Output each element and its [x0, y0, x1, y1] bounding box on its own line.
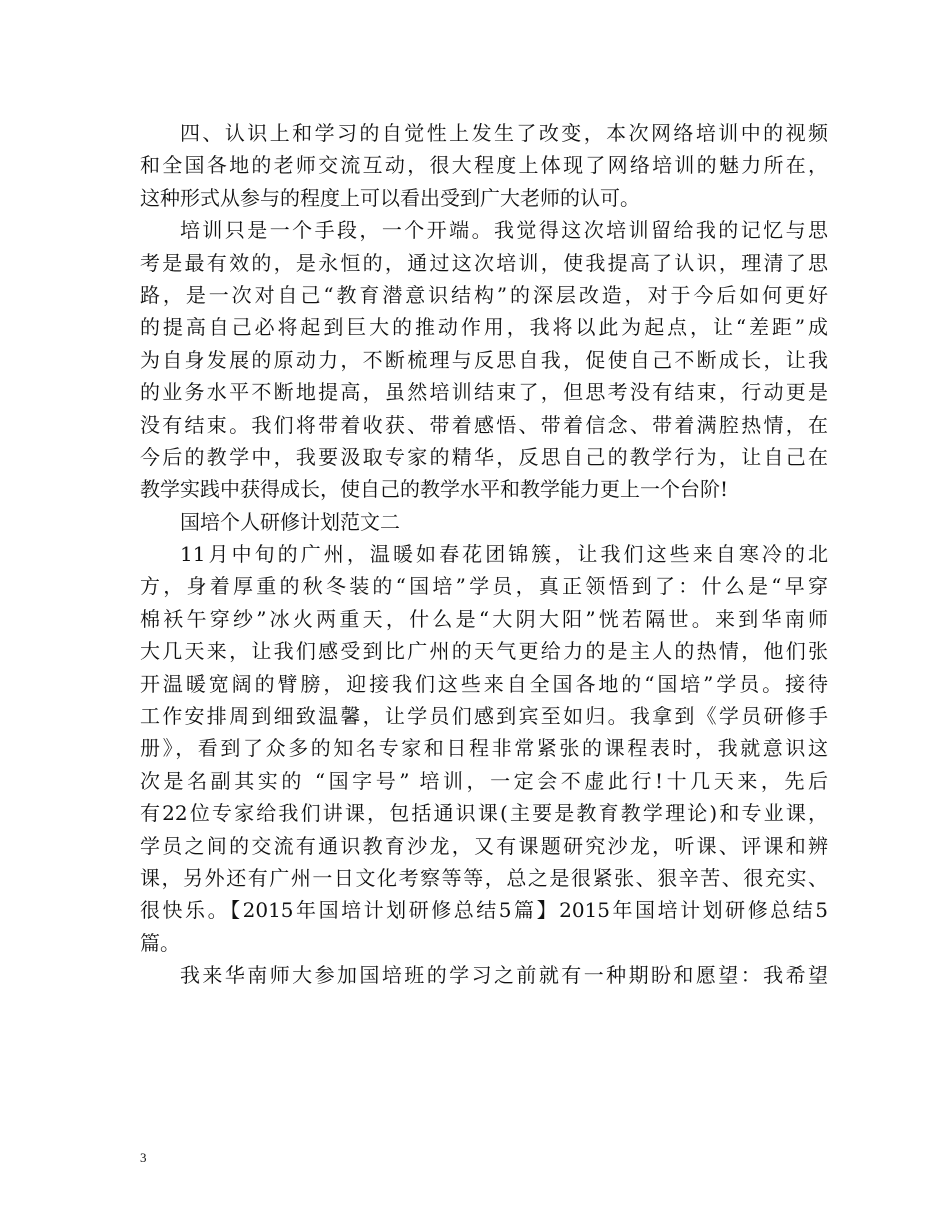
text-line: 考是最有效的，是永恒的，通过这次培训，使我提高了认识，理清了思	[140, 250, 828, 275]
text-line: 为自身发展的原动力，不断梳理与反思自我，促使自己不断成长，让我	[140, 347, 828, 372]
text-line: 的业务水平不断地提高，虽然培训结束了，但思考没有结束，行动更是	[140, 380, 828, 405]
text-line: 教学实践中获得成长，使自己的教学水平和教学能力更上一个台阶!	[140, 477, 729, 502]
text-line: 和全国各地的老师交流互动，很大程度上体现了网络培训的魅力所在，	[140, 153, 828, 178]
text-line: 没有结束。我们将带着收获、带着感悟、带着信念、带着满腔热情，在	[140, 412, 828, 437]
text-line: 方，身着厚重的秋冬装的“国培”学员，真正领悟到了：什么是“早穿	[140, 574, 828, 599]
text-line: 大几天来，让我们感受到比广州的天气更给力的是主人的热情，他们张	[140, 639, 828, 664]
text-line: 我来华南师大参加国培班的学习之前就有一种期盼和愿望：我希望	[180, 963, 828, 988]
text-line: 这种形式从参与的程度上可以看出受到广大老师的认可。	[140, 185, 640, 210]
text-line: 课，另外还有广州一日文化考察等等，总之是很紧张、狠辛苦、很充实、	[140, 865, 828, 890]
text-line: 开温暖宽阔的臂膀，迎接我们这些来自全国各地的“国培”学员。接待	[140, 671, 828, 696]
text-line: 棉袄午穿纱”冰火两重天，什么是“大阴大阳”恍若隔世。来到华南师	[140, 606, 828, 631]
text-line: 工作安排周到细致温馨，让学员们感到宾至如归。我拿到《学员研修手	[140, 704, 828, 729]
text-line: 学员之间的交流有通识教育沙龙，又有课题研究沙龙，听课、评课和辨	[140, 833, 828, 858]
text-line: 今后的教学中，我要汲取专家的精华，反思自己的教学行为，让自己在	[140, 444, 828, 469]
paragraph	[140, 117, 828, 214]
paragraph	[140, 538, 828, 959]
text-line: 有22位专家给我们讲课，包括通识课(主要是教育教学理论)和专业课，	[140, 801, 828, 826]
text-line: 11月中旬的广州，温暖如春花团锦簇，让我们这些来自寒冷的北	[180, 542, 828, 567]
text-line: 国培个人研修计划范文二	[180, 509, 400, 534]
text-line: 很快乐。【2015年国培计划研修总结5篇】2015年国培计划研修总结5	[140, 898, 828, 923]
paragraph	[140, 214, 828, 506]
document-body	[140, 117, 828, 992]
text-line: 四、认识上和学习的自觉性上发生了改变，本次网络培训中的视频	[180, 121, 828, 145]
text-line: 篇。	[140, 930, 180, 955]
text-line: 的提高自己必将起到巨大的推动作用，我将以此为起点，让“差距”成	[140, 315, 828, 340]
text-line: 路，是一次对自己“教育潜意识结构”的深层改造，对于今后如何更好	[140, 282, 828, 307]
text-line: 培训只是一个手段，一个开端。我觉得这次培训留给我的记忆与思	[180, 218, 828, 243]
paragraph	[140, 959, 828, 991]
text-line: 次是名副其实的 “国字号” 培训，一定会不虚此行!十几天来，先后	[140, 768, 828, 793]
section-heading	[140, 506, 828, 538]
text-line: 册》，看到了众多的知名专家和日程非常紧张的课程表时，我就意识这	[140, 736, 828, 761]
page-number: 3	[140, 1150, 147, 1165]
